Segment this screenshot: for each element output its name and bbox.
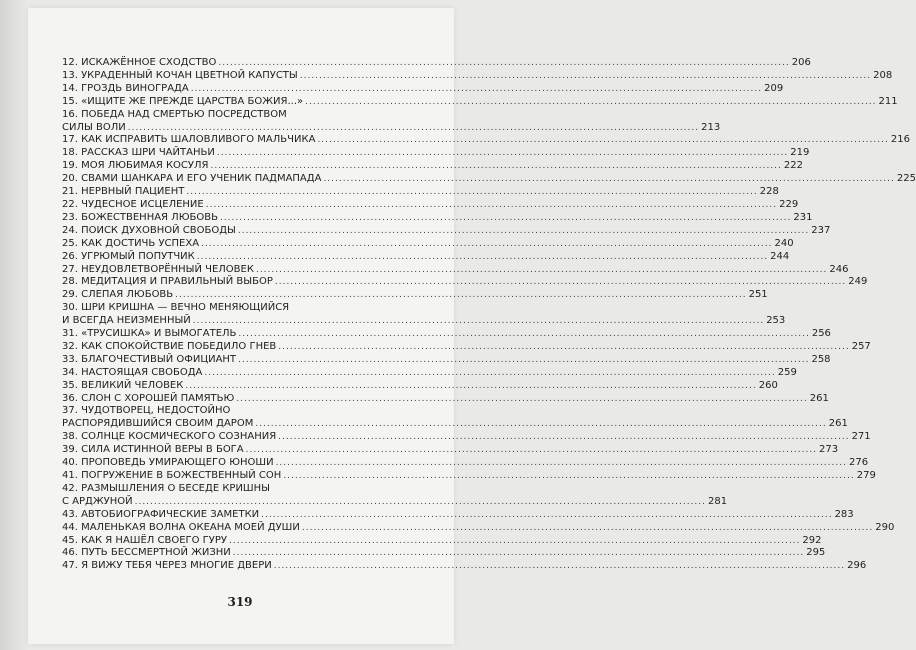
toc-entry-line: [62, 121, 721, 135]
toc-entry: [62, 263, 849, 277]
toc-entry-title: 47. Я ВИЖУ ТЕБЯ ЧЕРЕЗ МНОГИЕ ДВЕРИ: [62, 560, 272, 572]
dot-leader: [191, 83, 762, 96]
toc-entry-title: 24. ПОИСК ДУХОВНОЙ СВОБОДЫ: [62, 224, 236, 236]
toc-entry: [62, 95, 898, 109]
dot-leader: [210, 160, 781, 173]
dot-leader: [233, 547, 804, 560]
dot-leader: [317, 134, 888, 147]
toc-entry: [62, 224, 831, 238]
toc-entry-line: [62, 198, 799, 212]
dot-leader: [261, 509, 832, 522]
toc-entry: [62, 57, 811, 70]
toc-entry-page: 281: [708, 495, 728, 507]
dot-leader: [206, 199, 777, 212]
toc-entry: [62, 457, 869, 470]
toc-entry-page: 246: [829, 263, 849, 275]
toc-entry-page: 216: [890, 134, 910, 146]
toc-entry: [62, 198, 799, 212]
toc-entry: [62, 431, 871, 444]
toc-entry-title: С АРДЖУНОЙ: [62, 495, 133, 507]
dot-leader: [246, 444, 817, 457]
toc-entry-line: [62, 328, 831, 341]
toc-entry: [62, 173, 916, 186]
toc-entry-title: 36. СЛОН С ХОРОШЕЙ ПАМЯТЬЮ: [62, 392, 235, 404]
toc-entry: [62, 328, 831, 341]
dot-leader: [186, 186, 757, 199]
toc-entry-line: [62, 366, 797, 380]
toc-entry-line: [62, 521, 895, 535]
toc-entry-line: [62, 263, 849, 277]
dot-leader: [302, 522, 873, 535]
dot-leader: [238, 354, 809, 367]
toc-entry: [62, 534, 822, 548]
toc-entry-page: 219: [790, 147, 810, 159]
toc-entry: [62, 108, 721, 135]
toc-entry-page: 261: [828, 418, 848, 430]
dot-leader: [128, 122, 699, 135]
toc-entry-page: 257: [851, 340, 871, 352]
toc-entry: [62, 470, 876, 483]
dot-leader: [193, 315, 764, 328]
toc-entry-line: [62, 186, 779, 199]
toc-entry-line: [62, 392, 829, 406]
dot-leader: [238, 328, 809, 341]
dot-leader: [305, 96, 876, 109]
toc-entry-page: 237: [811, 224, 831, 236]
toc-entry-line: [62, 379, 778, 393]
toc-entry-title-line: 37. ЧУДОТВОРЕЦ, НЕДОСТОЙНО: [62, 405, 231, 417]
toc-entry-title: 35. ВЕЛИКИЙ ЧЕЛОВЕК: [62, 379, 184, 391]
toc-entry-line: [62, 508, 854, 522]
dot-leader: [300, 70, 871, 83]
toc-entry-title: 23. БОЖЕСТВЕННАЯ ЛЮБОВЬ: [62, 211, 218, 223]
toc-entry-line: [62, 418, 848, 431]
dot-leader: [256, 264, 827, 277]
toc-entry: [62, 521, 895, 535]
toc-entry: [62, 276, 868, 289]
toc-entry-line: [62, 470, 876, 483]
toc-entry-title: 26. УГРЮМЫЙ ПОПУТЧИК: [62, 250, 195, 262]
toc-entry-line: [62, 173, 916, 186]
toc-entry-title: 20. СВАМИ ШАНКАРА И ЕГО УЧЕНИК ПАДМАПАДА: [62, 173, 322, 185]
toc-entry: [62, 444, 839, 457]
toc-entry-title: 43. АВТОБИОГРАФИЧЕСКИЕ ЗАМЕТКИ: [62, 508, 260, 520]
toc-entry-page: 295: [806, 547, 826, 559]
toc-entry-title: 39. СИЛА ИСТИННОЙ ВЕРЫ В БОГА: [62, 444, 244, 456]
dot-leader: [275, 276, 846, 289]
toc-entry-page: 228: [759, 186, 779, 198]
toc-entry-title: 31. «ТРУСИШКА» И ВЫМОГАТЕЛЬ: [62, 328, 237, 340]
toc-entry-line: [62, 160, 803, 173]
toc-entry-title: 25. КАК ДОСТИЧЬ УСПЕХА: [62, 237, 200, 249]
toc-entry-line: [62, 134, 910, 147]
toc-entry-title: 15. «ИЩИТЕ ЖЕ ПРЕЖДЕ ЦАРСТВА БОЖИЯ...»: [62, 95, 304, 107]
book-gutter-shadow: [0, 0, 28, 650]
toc-entry: [62, 250, 790, 264]
toc-entry-line: [62, 211, 813, 225]
dot-leader: [197, 251, 768, 264]
toc-entry: [62, 302, 786, 328]
toc-entry-line: [62, 495, 728, 509]
toc-entry: [62, 340, 871, 354]
toc-entry-page: 271: [851, 431, 871, 443]
toc-entry: [62, 186, 779, 199]
dot-leader: [236, 393, 807, 406]
toc-entry-page: 209: [764, 82, 784, 94]
toc-entry: [62, 237, 794, 251]
toc-entry-page: 260: [758, 379, 778, 391]
toc-entry-line: [62, 457, 869, 470]
toc-entry-page: 231: [793, 211, 813, 223]
toc-entry-title: 44. МАЛЕНЬКАЯ ВОЛНА ОКЕАНА МОЕЙ ДУШИ: [62, 521, 300, 533]
toc-entry-line: [62, 224, 831, 238]
toc-entry-page: 249: [848, 276, 868, 288]
toc-entry: [62, 353, 831, 367]
toc-entry-page: 211: [878, 95, 898, 107]
toc-entry-page: 206: [791, 57, 811, 68]
dot-leader: [204, 367, 775, 380]
toc-entry-page: 222: [783, 160, 803, 172]
toc-entry-page: 261: [809, 392, 829, 404]
toc-entry-title-line: 42. РАЗМЫШЛЕНИЯ О БЕСЕДЕ КРИШНЫ: [62, 482, 270, 494]
toc-entry-page: 213: [701, 121, 721, 133]
toc-entry-line: [62, 431, 871, 444]
toc-entry: [62, 379, 778, 393]
toc-entry-title: 38. СОЛНЦЕ КОСМИЧЕСКОГО СОЗНАНИЯ: [62, 431, 277, 443]
toc-entry: [62, 392, 829, 406]
toc-entry: [62, 547, 826, 560]
toc-entry-title: 29. СЛЕПАЯ ЛЮБОВЬ: [62, 289, 174, 301]
toc-entry-title: 18. РАССКАЗ ШРИ ЧАЙТАНЬИ: [62, 147, 215, 159]
dot-leader: [274, 560, 845, 573]
toc-entry: [62, 508, 854, 522]
dot-leader: [218, 57, 789, 70]
toc-entry-line: [62, 353, 831, 367]
dot-leader: [238, 225, 809, 238]
toc-entry-title: 46. ПУТЬ БЕССМЕРТНОЙ ЖИЗНИ: [62, 547, 231, 559]
dot-leader: [229, 535, 800, 548]
toc-entry-page: 256: [811, 328, 831, 340]
toc-entry-line: [62, 237, 794, 251]
toc-entry-title: 45. КАК Я НАШЁЛ СВОЕГО ГУРУ: [62, 534, 227, 546]
toc-entry-page: 240: [774, 237, 794, 249]
toc-entry-title: 28. МЕДИТАЦИЯ И ПРАВИЛЬНЫЙ ВЫБОР: [62, 276, 273, 288]
toc-entry-title: 21. НЕРВНЫЙ ПАЦИЕНТ: [62, 186, 185, 198]
toc-entry-line: [62, 69, 893, 83]
toc-entry-line: [62, 276, 868, 289]
dot-leader: [217, 147, 788, 160]
toc-entry-page: 290: [875, 521, 895, 533]
dot-leader: [220, 212, 791, 225]
toc-entry-title: 27. НЕУДОВЛЕТВОРЁННЫЙ ЧЕЛОВЕК: [62, 263, 254, 275]
toc-entry: [62, 482, 728, 509]
toc-entry-title: 33. БЛАГОЧЕСТИВЫЙ ОФИЦИАНТ: [62, 353, 237, 365]
toc-entry: [62, 366, 797, 380]
toc-entry-line: [62, 250, 790, 264]
toc-entry: [62, 289, 768, 302]
toc-entry-line: [62, 444, 839, 457]
toc-entry-page: 259: [777, 366, 797, 378]
toc-entry-line: [62, 289, 768, 302]
dot-leader: [175, 289, 746, 302]
toc-entry: [62, 560, 867, 573]
toc-entry-title-line: 16. ПОБЕДА НАД СМЕРТЬЮ ПОСРЕДСТВОМ: [62, 108, 287, 120]
toc-entry-line: [62, 534, 822, 548]
toc-entry-title: 13. УКРАДЕННЫЙ КОЧАН ЦВЕТНОЙ КАПУСТЫ: [62, 69, 298, 81]
toc-entry: [62, 147, 810, 160]
toc-entry-title: 40. ПРОПОВЕДЬ УМИРАЮЩЕГО ЮНОШИ: [62, 457, 274, 469]
toc-entry-title: 32. КАК СПОКОЙСТВИЕ ПОБЕДИЛО ГНЕВ: [62, 340, 277, 352]
toc-entry: [62, 211, 813, 225]
dot-leader: [276, 457, 847, 470]
toc-entry-title-line: 30. ШРИ КРИШНА — ВЕЧНО МЕНЯЮЩИЙСЯ: [62, 302, 290, 314]
toc-entry: [62, 82, 784, 96]
toc-entry-title: РАСПОРЯДИВШИЙСЯ СВОИМ ДАРОМ: [62, 418, 254, 430]
toc-entry-title: 19. МОЯ ЛЮБИМАЯ КОСУЛЯ: [62, 160, 209, 172]
toc-entry-line: [62, 547, 826, 560]
dot-leader: [278, 341, 849, 354]
toc-entry-title: СИЛЫ ВОЛИ: [62, 121, 126, 133]
dot-leader: [323, 173, 894, 186]
toc-entry-title: И ВСЕГДА НЕИЗМЕННЫЙ: [62, 315, 191, 327]
toc-entry-line: [62, 57, 811, 70]
toc-entry-title: 17. КАК ИСПРАВИТЬ ШАЛОВЛИВОГО МАЛЬЧИКА: [62, 134, 316, 146]
toc-entry-line: [62, 560, 867, 573]
toc-entry: [62, 160, 803, 173]
toc-entry-page: 283: [834, 508, 854, 520]
toc-entry-title: 12. ИСКАЖЁННОЕ СХОДСТВО: [62, 57, 217, 68]
dot-leader: [255, 418, 826, 431]
toc-entry-page: 296: [847, 560, 867, 572]
toc-entry-line: [62, 82, 784, 96]
toc-entry-page: 258: [811, 353, 831, 365]
toc-entry-page: 229: [779, 198, 799, 210]
toc-entry: [62, 134, 910, 147]
toc-entry-page: 225: [896, 173, 916, 185]
toc-entry-title: 22. ЧУДЕСНОЕ ИСЦЕЛЕНИЕ: [62, 198, 204, 210]
toc-entry-page: 273: [819, 444, 839, 456]
toc-entry-page: 253: [766, 315, 786, 327]
toc-entry-line: [62, 340, 871, 354]
toc-entry: [62, 405, 848, 431]
table-of-contents: [62, 57, 916, 573]
toc-entry-page: 292: [802, 534, 822, 546]
dot-leader: [201, 238, 772, 251]
toc-entry-line: [62, 147, 810, 160]
dot-leader: [185, 380, 756, 393]
toc-entry-page: 251: [748, 289, 768, 301]
toc-entry-title: 34. НАСТОЯЩАЯ СВОБОДА: [62, 366, 203, 378]
dot-leader: [135, 496, 706, 509]
toc-entry-page: 279: [856, 470, 876, 481]
toc-entry-line: [62, 315, 786, 328]
dot-leader: [278, 431, 849, 444]
toc-entry-title: 14. ГРОЗДЬ ВИНОГРАДА: [62, 82, 189, 94]
toc-entry-page: 208: [873, 69, 893, 81]
toc-entry-line: [62, 95, 898, 109]
page-number: 319: [227, 595, 253, 609]
dot-leader: [283, 470, 854, 483]
toc-entry: [62, 69, 893, 83]
toc-entry-page: 276: [848, 457, 869, 469]
toc-entry-page: 244: [770, 250, 790, 262]
toc-entry-title: 41. ПОГРУЖЕНИЕ В БОЖЕСТВЕННЫЙ СОН: [62, 470, 282, 481]
